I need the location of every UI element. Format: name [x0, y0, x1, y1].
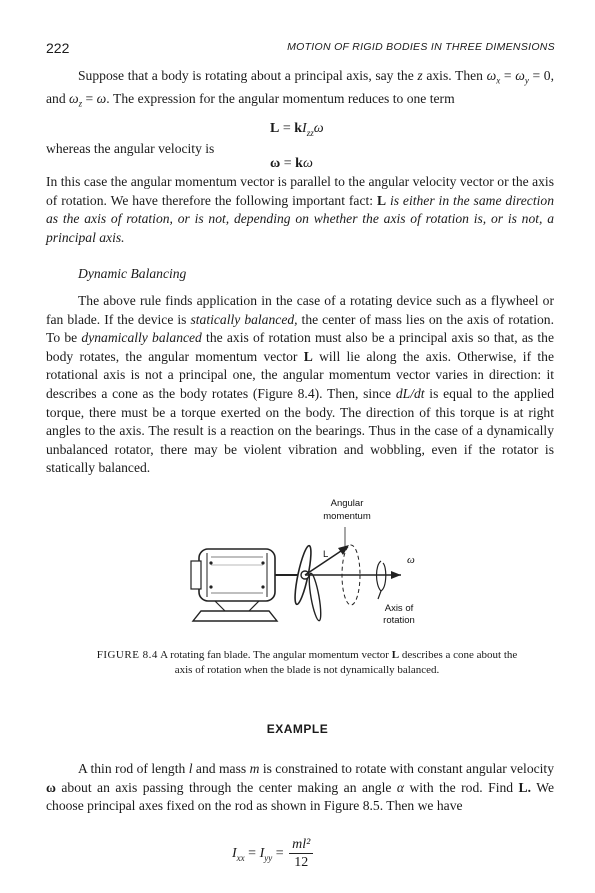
fan-blade-lower: [307, 573, 323, 622]
example-paragraph: A thin rod of length l and mass m is constrained to rotate with constant angular velocity ω about an axis passing through the center making an angle α with the rod. Find L. We choose principal axes fixed on the rod as shown in Figure 8.5. Then we have: [46, 761, 554, 814]
running-head: MOTION OF RIGID BODIES IN THREE DIMENSIONS: [287, 41, 555, 53]
page-header: [46, 40, 555, 58]
label-rotation: rotation: [383, 615, 415, 626]
motor-body: [191, 549, 275, 611]
omega-rotation-arrow: [377, 561, 386, 591]
fan-blade-figure: [185, 495, 435, 635]
L-arrowhead: [338, 545, 349, 555]
whereas-line: whereas the angular velocity is: [46, 141, 215, 156]
fraction: [289, 836, 313, 872]
figure-caption: FIGURE 8.4 A rotating fan blade. The angular momentum vector L describes a cone about the axis of rotation when the blade is not dynamically balanced.: [96, 649, 518, 676]
equation-angular-velocity: ω = kω: [270, 156, 313, 171]
label-L: L: [323, 549, 329, 560]
equation-angular-momentum: $L = kI_{zz}\omega$: [270, 121, 324, 138]
page-number: 222: [46, 40, 70, 56]
equation-inertia: $I_{xx} = I_{yy}$ = $\frac{\text{ml²}}{12}$: [232, 836, 313, 872]
label-momentum: momentum: [323, 511, 371, 522]
axis-of-rotation-leader: [378, 591, 381, 599]
label-omega: ω: [407, 554, 415, 566]
axis-arrowhead: [391, 571, 401, 579]
dynamic-balancing-paragraph: The above rule finds application in the case of a rotating device such as a flywheel or fan blade. If the device is statically balanced, the center of mass lies on the axis of rotation. To be dynamically balanced the axis of rotation must also be a principal axis so that, as the body rotates, the angular momentum vector L will lie along the axis. Otherwise, if the rotational axis is not a principal one, the angular momentum vector varies in direction: it describes a cone as the body rotates (Figure 8.4). Then, since dL/dt is equal to the applied torque, there must be a torque exerted on the body. The direction of this torque is at right angles to the axis. The result is a reaction on the bearings. Thus in the case of a dynamically unbalanced rotator, there may be violent vibration and wobbling, even if the rotator is statically balanced.: [46, 293, 554, 476]
section-title: Dynamic Balancing: [78, 266, 187, 281]
fraction-numerator: ml²: [289, 836, 313, 854]
fraction-denominator: 12: [294, 855, 309, 870]
label-axis-of: Axis of: [384, 603, 414, 614]
motor-base: [193, 611, 277, 621]
example-title: EXAMPLE: [266, 722, 329, 736]
label-angular: Angular: [330, 498, 364, 509]
intro-paragraph: Suppose that a body is rotating about a principal axis, say the z axis. Then $\omega_x = \omega_y = 0$, and $\omega_z = \omega$. The expression for the angular momentum reduces to one term: [46, 68, 554, 110]
principal-axis-paragraph: In this case the angular momentum vector is parallel to the angular velocity vector or the axis of rotation. We have therefore the following important fact: L is either in the same direction as the axis of rotation, or is not, depending on whether the axis of rotation is, or is not, a principal axis.: [46, 174, 554, 245]
